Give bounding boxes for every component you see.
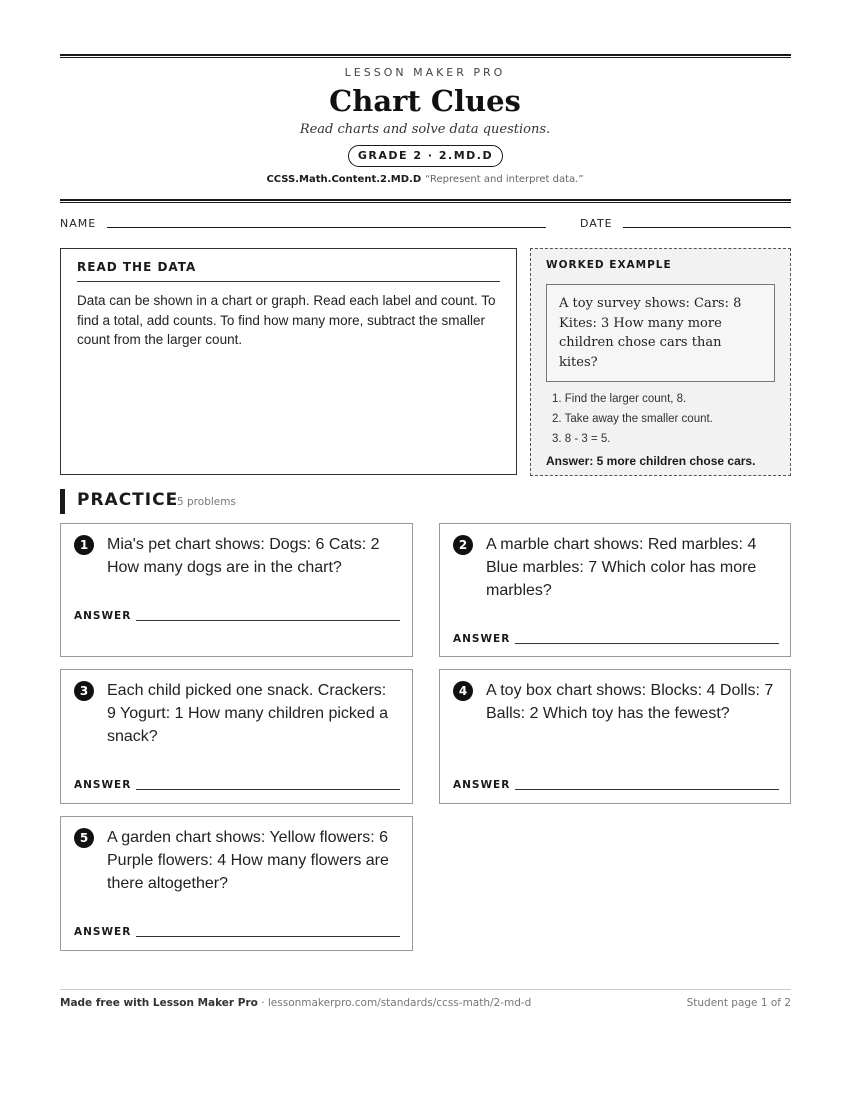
standard-code: CCSS.Math.Content.2.MD.D — [266, 174, 422, 185]
worked-example-heading: WORKED EXAMPLE — [546, 259, 672, 271]
date-line[interactable] — [623, 227, 791, 228]
worked-example-box — [530, 248, 791, 476]
footer-page-number: Student page 1 of 2 — [686, 997, 791, 1009]
worked-example-step: 2. Take away the smaller count. — [552, 413, 713, 425]
problem-card-5 — [60, 816, 413, 951]
problem-text: Each child picked one snack. Crackers: 9 Yogurt: 1 How many children picked a snack? — [107, 682, 389, 745]
problem-number-badge: 5 — [74, 828, 94, 848]
problem-card-3 — [60, 669, 413, 804]
brand-name: LESSON MAKER PRO — [344, 66, 506, 79]
answer-label: ANSWER — [453, 779, 511, 791]
answer-line[interactable] — [515, 643, 779, 644]
problem-number-badge: 2 — [453, 535, 473, 555]
problem-card-4 — [439, 669, 791, 804]
answer-label: ANSWER — [453, 633, 511, 645]
read-the-data-box — [60, 248, 517, 475]
answer-line[interactable] — [136, 936, 400, 937]
worked-example-answer: Answer: 5 more children chose cars. — [546, 454, 756, 468]
standard-quote: “Represent and interpret data.” — [425, 174, 584, 185]
answer-label: ANSWER — [74, 779, 132, 791]
answer-line[interactable] — [136, 620, 400, 621]
answer-label: ANSWER — [74, 610, 132, 622]
top-double-rule — [60, 54, 791, 58]
date-label: DATE — [580, 217, 613, 230]
page-title: Chart Clues — [329, 84, 521, 118]
footer-credit — [60, 997, 531, 1009]
read-the-data-body: Data can be shown in a chart or graph. Read each label and count. To find a total, add counts. To find how many more, subtract the smaller count from the larger count. — [77, 293, 496, 347]
problem-text: A toy box chart shows: Blocks: 4 Dolls: 7 Balls: 2 Which toy has the fewest? — [486, 682, 774, 722]
worked-example-step: 3. 8 - 3 = 5. — [552, 433, 611, 445]
standard-line — [0, 174, 850, 185]
problem-text: A garden chart shows: Yellow flowers: 6 Purple flowers: 4 How many flowers are there altogether? — [107, 829, 389, 892]
read-the-data-heading: READ THE DATA — [77, 260, 500, 282]
practice-heading: PRACTICE — [77, 490, 179, 510]
grade-badge: GRADE 2 · 2.MD.D — [348, 145, 503, 167]
answer-line[interactable] — [515, 789, 779, 790]
worked-example-problem: A toy survey shows: Cars: 8 Kites: 3 How many more children chose cars than kites? — [546, 284, 775, 382]
name-line[interactable] — [107, 227, 546, 228]
worked-example-steps — [546, 389, 775, 449]
footer-url[interactable]: · lessonmakerpro.com/standards/ccss-math/2-md-d — [257, 997, 532, 1009]
problem-number-badge: 4 — [453, 681, 473, 701]
worked-example-step: 1. Find the larger count, 8. — [552, 393, 687, 405]
problem-text: Mia's pet chart shows: Dogs: 6 Cats: 2 How many dogs are in the chart? — [107, 536, 380, 576]
answer-line[interactable] — [136, 789, 400, 790]
page-subtitle: Read charts and solve data questions. — [299, 122, 551, 137]
problem-number-badge: 3 — [74, 681, 94, 701]
problem-card-2 — [439, 523, 791, 657]
header-bottom-rule — [60, 199, 791, 203]
problem-card-1 — [60, 523, 413, 657]
name-label: NAME — [60, 217, 97, 230]
practice-count: 5 problems — [177, 496, 236, 508]
problem-number-badge: 1 — [74, 535, 94, 555]
problem-text: A marble chart shows: Red marbles: 4 Blue marbles: 7 Which color has more marbles? — [486, 536, 757, 599]
answer-label: ANSWER — [74, 926, 132, 938]
practice-accent-bar — [60, 489, 65, 514]
footer-rule — [60, 989, 791, 990]
footer-made-with: Made free with Lesson Maker Pro — [60, 997, 258, 1009]
